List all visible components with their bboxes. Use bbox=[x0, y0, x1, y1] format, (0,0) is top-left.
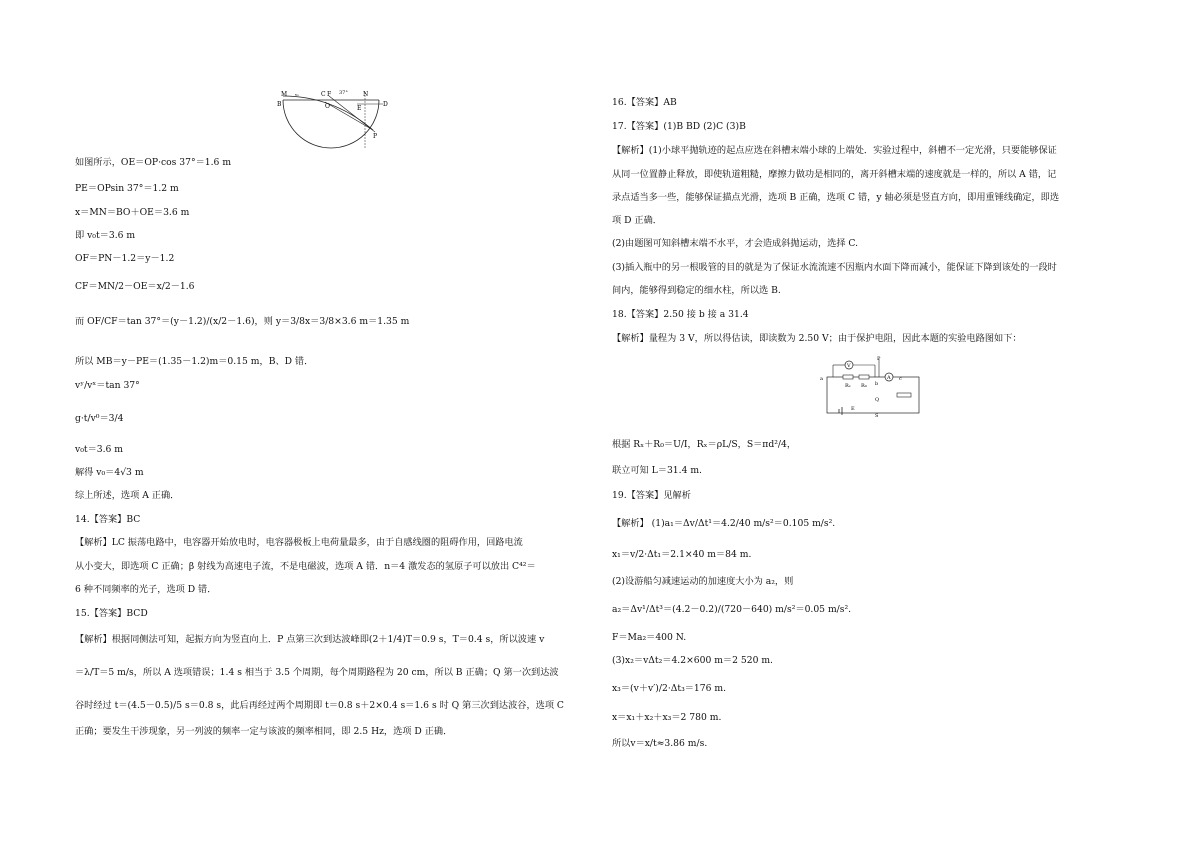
fig-label-B: B bbox=[277, 101, 282, 108]
q19-line: 【解析】 (1)a₁＝Δv/Δt¹＝4.2/40 m/s²＝0.105 m/s². bbox=[612, 518, 836, 529]
q19-line: x＝x₁＋x₂＋x₃＝2 780 m. bbox=[612, 712, 722, 723]
q19-line: x₁＝v/2·Δt₁＝2.1×40 m＝84 m. bbox=[612, 549, 752, 560]
solution-line: x＝MN＝BO＋OE＝3.6 m bbox=[75, 207, 190, 218]
fig-label-M: M bbox=[281, 91, 288, 98]
solution-line: CF＝MN/2－OE＝x/2－1.6 bbox=[75, 281, 195, 292]
q17-line: 项 D 正确． bbox=[612, 215, 662, 226]
circuit-label-Q: Q bbox=[875, 397, 880, 403]
solution-line: 综上所述，选项 A 正确． bbox=[75, 490, 180, 501]
q17-line: 【解析】(1)小球平抛轨迹的起点应选在斜槽末端小球的上端处．实验过程中，斜槽不一定光滑，只要能够保证 bbox=[612, 145, 1057, 156]
circuit-label-c: c bbox=[899, 376, 902, 382]
solution-line: 所以 MB＝y－PE＝(1.35－1.2)m＝0.15 m，B、D 错． bbox=[75, 356, 314, 367]
solution-line: 而 OF/CF＝tan 37°＝(y－1.2)/(x/2－1.6)，则 y＝3/8x＝3/8×3.6 m＝1.35 m bbox=[75, 316, 410, 327]
q18-line: 联立可知 L＝31.4 m. bbox=[612, 465, 702, 476]
q19-line: a₂＝Δv¹/Δt³＝(4.2－0.2)/(720－640) m/s²＝0.05 m/s². bbox=[612, 604, 852, 615]
fig-label-O: O bbox=[325, 103, 330, 110]
circuit-label-S: S bbox=[875, 413, 879, 419]
solution-line: v₀t＝3.6 m bbox=[75, 444, 123, 455]
solution-line: vʸ/vˣ＝tan 37° bbox=[75, 380, 140, 391]
solution-line: OF＝PN－1.2＝y－1.2 bbox=[75, 253, 175, 264]
q19-line: F＝Ma₂＝400 N. bbox=[612, 632, 687, 643]
fig-label-P: P bbox=[373, 133, 378, 140]
circuit-diagram bbox=[819, 355, 934, 423]
solution-line: 如图所示，OE＝OP·cos 37°＝1.6 m bbox=[75, 157, 232, 168]
circuit-label-a: a bbox=[820, 376, 823, 382]
q18-answer-heading: 18.【答案】2.50 接 b 接 a 31.4 bbox=[612, 309, 749, 320]
q17-line: 从同一位置静止释放，即使轨道粗糙，摩擦力做功是相同的，离开斜槽末端的速度就是一样的，所以 A 错，记 bbox=[612, 169, 1057, 180]
q17-line: (2)由题图可知斜槽末端不水平，才会造成斜抛运动，选择 C. bbox=[612, 238, 859, 249]
fig-label-angle: 37° bbox=[339, 90, 348, 96]
q17-line: (3)插入瓶中的另一根吸管的目的就是为了保证水流流速不因瓶内水面下降而减小，能保证下降到该处的一段时 bbox=[612, 262, 1057, 273]
q19-line: (3)x₂＝vΔt₂＝4.2×600 m＝2 520 m. bbox=[612, 655, 773, 666]
q15-line: ＝λ/T＝5 m/s，所以 A 选项错误；1.4 s 相当于 3.5 个周期，每个周期路程为 20 cm，所以 B 正确；Q 第一次到达波 bbox=[75, 667, 559, 678]
solution-line: 解得 v₀＝4√3 m bbox=[75, 467, 144, 478]
q18-line: 根据 Rₓ＋R₀＝U/I，Rₓ＝ρL/S，S＝πd²/4， bbox=[612, 439, 797, 450]
voltmeter-label: V bbox=[847, 363, 851, 369]
solution-line: PE＝OPsin 37°＝1.2 m bbox=[75, 183, 179, 194]
fig-label-C: C bbox=[321, 91, 326, 98]
semicircle-trajectory-figure bbox=[273, 88, 393, 158]
q15-line: 正确；要发生干涉现象，另一列波的频率一定与该波的频率相同，即 2.5 Hz，选项 D 正确． bbox=[75, 726, 453, 737]
q16-answer-heading: 16.【答案】AB bbox=[612, 97, 677, 108]
solution-line: g·t/v⁰＝3/4 bbox=[75, 413, 124, 424]
q14-line: 从小变大，即选项 C 正确；β 射线为高速电子流，不是电磁波，选项 A 错．n＝4 激发态的氢原子可以放出 C⁴²＝ bbox=[75, 561, 536, 572]
q15-answer-heading: 15.【答案】BCD bbox=[75, 608, 148, 619]
q17-answer-heading: 17.【答案】(1)B BD (2)C (3)B bbox=[612, 121, 746, 132]
q17-line: 录点适当多一些，能够保证描点光滑，选项 B 正确，选项 C 错，y 轴必须是竖直方向，即用重锤线确定，即选 bbox=[612, 192, 1060, 203]
circuit-label-b: b bbox=[875, 381, 879, 387]
q19-line: x₃＝(v＋v′)/2·Δt₃＝176 m. bbox=[612, 683, 727, 694]
fig-label-F: F bbox=[327, 91, 332, 98]
q14-answer-heading: 14.【答案】BC bbox=[75, 514, 141, 525]
fig-label-E: E bbox=[357, 105, 362, 112]
q14-line: 【解析】LC 振荡电路中，电容器开始放电时，电容器极板上电荷量最多，由于自感线圈的阻碍作用，回路电流 bbox=[75, 537, 523, 548]
q19-line: (2)设游船匀减速运动的加速度大小为 a₂，则 bbox=[612, 576, 794, 587]
q19-line: 所以v＝x/t≈3.86 m/s. bbox=[612, 738, 708, 749]
q14-line: 6 种不同频率的光子，选项 D 错． bbox=[75, 584, 217, 595]
fig-label-v0: v₀ bbox=[295, 92, 299, 97]
q19-answer-heading: 19.【答案】见解析 bbox=[612, 490, 691, 501]
circuit-label-Rx: Rₓ bbox=[845, 383, 851, 389]
circuit-label-R0: R₀ bbox=[861, 383, 867, 389]
q15-line: 谷时经过 t＝(4.5－0.5)/5 s＝0.8 s，此后再经过两个周期即 t＝0.8 s＋2×0.4 s＝1.6 s 时 Q 第三次到达波谷，选项 C bbox=[75, 700, 564, 711]
circuit-label-P: P bbox=[877, 356, 881, 362]
circuit-label-E: E bbox=[851, 406, 855, 412]
q15-line: 【解析】根据同侧法可知，起振方向为竖直向上．P 点第三次到达波峰即(2＋1/4)T＝0.9 s，T＝0.4 s，所以波速 v bbox=[75, 634, 545, 645]
fig-label-N: N bbox=[363, 91, 369, 98]
q17-line: 间内，能够得到稳定的细水柱，所以选 B. bbox=[612, 285, 781, 296]
solution-line: 即 v₀t＝3.6 m bbox=[75, 230, 136, 241]
q18-line: 【解析】量程为 3 V，所以得估读，即读数为 2.50 V；由于保护电阻，因此本题的实验电路图如下： bbox=[612, 333, 1022, 344]
ammeter-label: A bbox=[887, 375, 891, 381]
fig-label-D: D bbox=[383, 101, 388, 108]
